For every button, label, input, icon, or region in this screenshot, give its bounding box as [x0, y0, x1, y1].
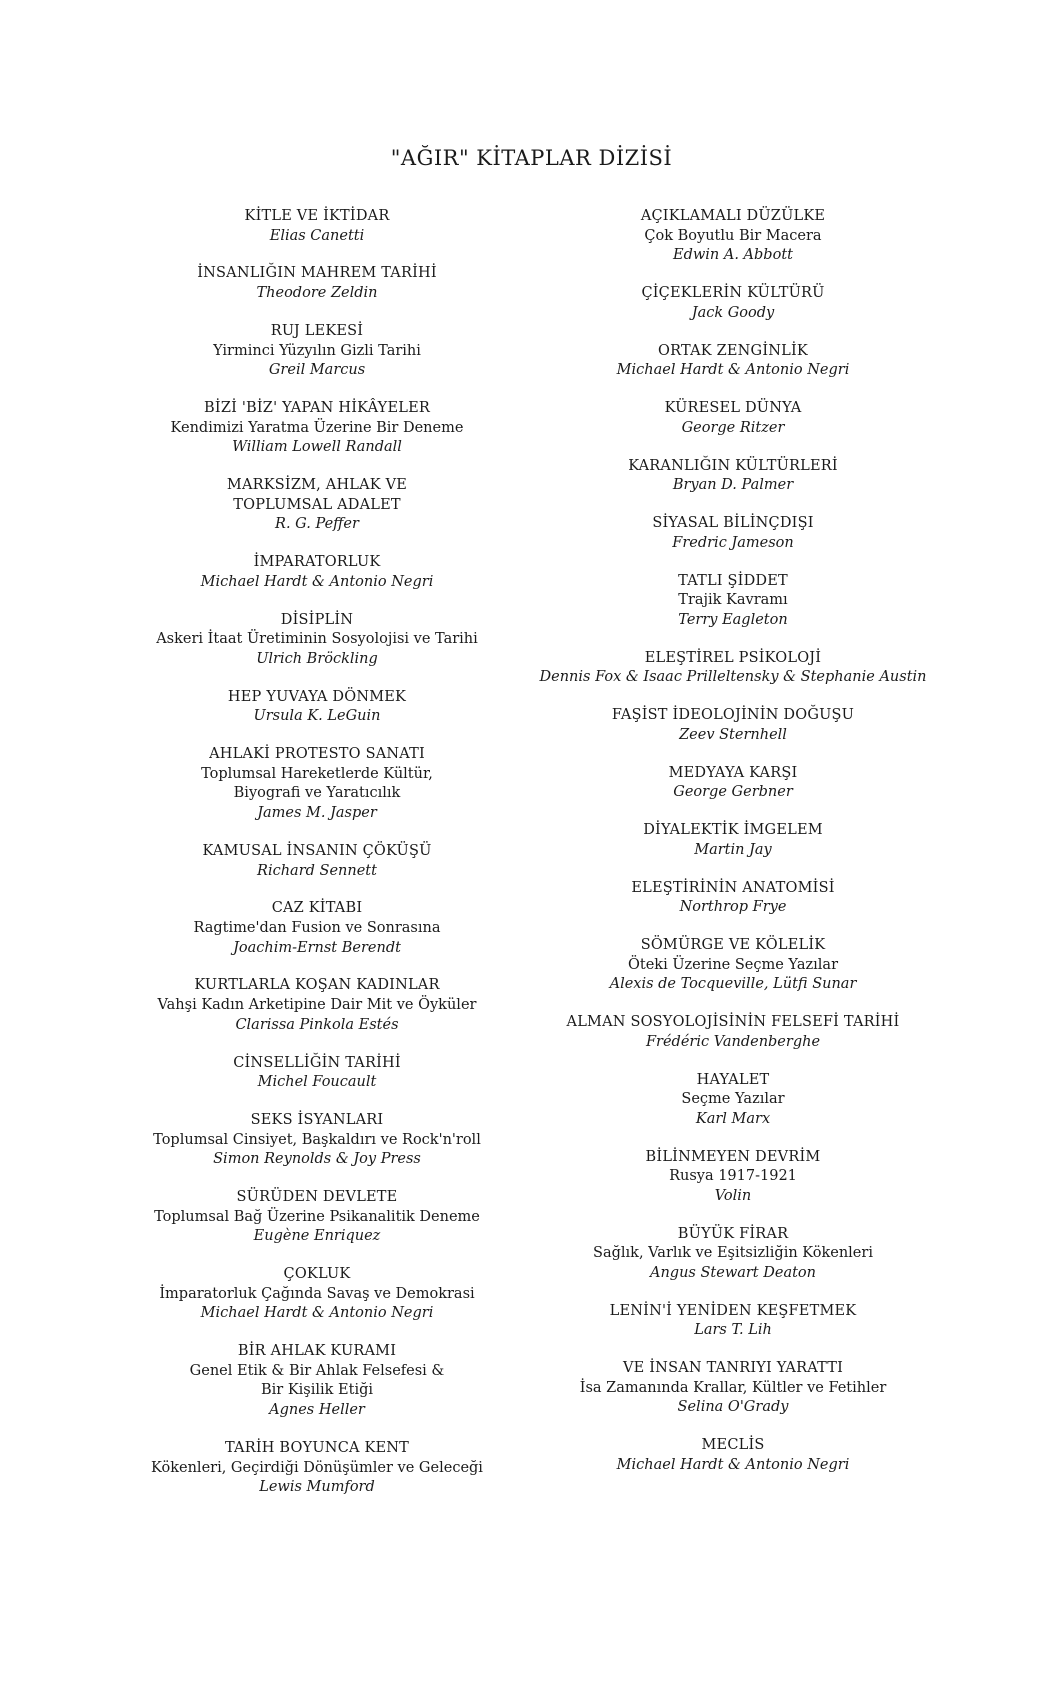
book-author: Greil Marcus [268, 362, 366, 379]
book-author: Fredric Jameson [672, 534, 794, 551]
book-author: Theodore Zeldin [256, 285, 378, 302]
book-author: William Lowell Randall [232, 439, 402, 456]
book-title: ÇOKLUK [283, 1266, 351, 1283]
book-subtitle: Öteki Üzerine Seçme Yazılar [627, 956, 839, 973]
book-title: SÖMÜRGE VE KÖLELİK [640, 937, 826, 953]
book-title: ÇİÇEKLERİN KÜLTÜRÜ [641, 285, 825, 302]
book-entry [493, 342, 973, 381]
book-entry [493, 821, 973, 860]
book-title: ALMAN SOSYOLOJİSİNİN FELSEFİ TARİHİ [566, 1014, 900, 1031]
book-entry [493, 1359, 973, 1418]
book-subtitle: Vahşi Kadın Arketipine Dair Mit ve Öyküler [157, 997, 477, 1014]
book-title: SİYASAL BİLİNÇDIŞI [652, 515, 814, 532]
book-subtitle: Toplumsal Cinsiyet, Başkaldırı ve Rock'n'roll [153, 1131, 481, 1148]
book-author: Alexis de Tocqueville, Lütfi Sunar [609, 976, 857, 993]
book-title: SEKS İSYANLARI [250, 1112, 384, 1129]
book-entry [77, 1054, 557, 1093]
book-entry [77, 1265, 557, 1324]
book-entry [493, 1302, 973, 1341]
book-entry [77, 553, 557, 592]
book-subtitle: Askeri İtaat Üretiminin Sosyolojisi ve Tarihi [156, 631, 478, 648]
book-author: Terry Eagleton [678, 611, 788, 628]
book-author: Selina O'Grady [677, 1399, 789, 1416]
book-subtitle: İmparatorluk Çağında Savaş ve Demokrasi [159, 1285, 475, 1302]
book-author: Ulrich Bröckling [256, 650, 378, 667]
book-title: KÜRESEL DÜNYA [664, 400, 802, 417]
book-entry [493, 1436, 973, 1475]
book-subtitle: Kendimizi Yaratma Üzerine Bir Deneme [170, 419, 464, 436]
book-entry [77, 207, 557, 246]
book-author: Michael Hardt & Antonio Negri [200, 1305, 434, 1322]
book-author: Lars T. Lih [694, 1322, 772, 1339]
book-title: BİLİNMEYEN DEVRİM [645, 1148, 821, 1165]
book-author: Lewis Mumford [259, 1479, 375, 1496]
book-author: Frédéric Vandenberghe [645, 1033, 821, 1050]
book-title: MECLİS [701, 1437, 765, 1454]
book-title: KARANLIĞIN KÜLTÜRLERİ [628, 457, 838, 474]
book-title: KURTLARLA KOŞAN KADINLAR [194, 977, 440, 994]
book-title: DİSİPLİN [280, 611, 354, 628]
book-title: İNSANLIĞIN MAHREM TARİHİ [197, 265, 437, 282]
book-author: Joachim-Ernst Berendt [233, 939, 401, 956]
book-author: Karl Marx [695, 1110, 771, 1127]
book-title: SÜRÜDEN DEVLETE [236, 1189, 398, 1206]
book-entry [493, 1225, 973, 1284]
book-title: ORTAK ZENGİNLİK [658, 342, 808, 359]
book-entry [493, 936, 973, 995]
book-subtitle: Genel Etik & Bir Ahlak Felsefesi & [189, 1362, 445, 1379]
book-entry [493, 399, 973, 438]
book-subtitle: Kökenleri, Geçirdiği Dönüşümler ve Geleceği [151, 1459, 483, 1476]
book-subtitle: Biyografi ve Yaratıcılık [233, 785, 401, 802]
book-entry [77, 1439, 557, 1498]
book-subtitle: Sağlık, Varlık ve Eşitsizliğin Kökenleri [593, 1245, 873, 1262]
book-author: Dennis Fox & Isaac Prilleltensky & Stephanie Austin [539, 669, 927, 686]
book-title: CAZ KİTABI [271, 900, 363, 917]
book-title: LENİN'İ YENİDEN KEŞFETMEK [609, 1302, 857, 1319]
book-author: George Gerbner [673, 784, 793, 801]
page-title: "AĞIR" KİTAPLAR DİZİSİ [390, 146, 673, 170]
book-title: HEP YUVAYA DÖNMEK [227, 688, 407, 705]
book-entry [493, 649, 973, 688]
book-title: BÜYÜK FİRAR [677, 1225, 789, 1242]
book-subtitle: Ragtime'dan Fusion ve Sonrasına [193, 920, 441, 936]
book-title: TARİH BOYUNCA KENT [224, 1439, 410, 1456]
book-entry [493, 1013, 973, 1052]
book-author: Simon Reynolds & Joy Press [213, 1151, 421, 1168]
left-book-column [77, 207, 557, 1516]
book-entry [77, 1188, 557, 1247]
book-subtitle: Rusya 1917-1921 [669, 1168, 797, 1185]
book-title: KAMUSAL İNSANIN ÇÖKÜŞÜ [202, 842, 432, 859]
book-author: Michel Foucault [257, 1074, 377, 1091]
book-title: KİTLE VE İKTİDAR [244, 208, 390, 224]
book-author: Jack Goody [691, 304, 775, 321]
book-author: Michael Hardt & Antonio Negri [616, 362, 850, 379]
book-entry [77, 611, 557, 670]
book-author: Eugène Enriquez [253, 1228, 381, 1245]
book-entry [493, 572, 973, 631]
book-subtitle: Toplumsal Bağ Üzerine Psikanalitik Deneme [154, 1208, 480, 1225]
book-entry [77, 688, 557, 727]
book-title: VE İNSAN TANRIYI YARATTI [622, 1360, 844, 1377]
book-entry [493, 207, 973, 266]
book-entry [493, 514, 973, 553]
book-entry [77, 899, 557, 958]
book-author: Clarissa Pinkola Estés [235, 1016, 399, 1033]
book-entry [77, 745, 557, 823]
book-title: TATLI ŞİDDET [678, 572, 788, 589]
book-entry [77, 1342, 557, 1420]
book-title: CİNSELLİĞİN TARİHİ [233, 1054, 401, 1071]
book-author: Bryan D. Palmer [672, 477, 794, 494]
book-title: AÇIKLAMALI DÜZÜLKE [640, 208, 826, 224]
book-author: Edwin A. Abbott [673, 247, 793, 264]
book-author: Richard Sennett [257, 862, 377, 879]
book-author: Angus Stewart Deaton [650, 1264, 816, 1281]
book-title: ELEŞTİRİNİN ANATOMİSİ [631, 879, 835, 896]
book-author: Michael Hardt & Antonio Negri [616, 1456, 850, 1473]
book-author: Northrop Frye [679, 899, 787, 916]
book-title: ELEŞTİREL PSİKOLOJİ [644, 649, 822, 666]
book-subtitle: Toplumsal Hareketlerde Kültür, [201, 765, 433, 782]
book-entry [77, 399, 557, 458]
book-author: Ursula K. LeGuin [253, 708, 381, 725]
book-title: RUJ LEKESİ [270, 322, 364, 339]
book-entry [493, 1148, 973, 1207]
book-entry [493, 1071, 973, 1130]
book-author: George Ritzer [681, 419, 785, 436]
book-subtitle: Seçme Yazılar [681, 1091, 785, 1108]
book-author: Michael Hardt & Antonio Negri [200, 573, 434, 590]
book-author: Elias Canetti [269, 227, 365, 244]
book-author: R. G. Peffer [275, 516, 359, 533]
book-entry [77, 842, 557, 881]
book-subtitle: Bir Kişilik Etiği [260, 1382, 374, 1399]
book-author: Zeev Sternhell [679, 726, 787, 743]
book-subtitle: İsa Zamanında Krallar, Kültler ve Fetihler [579, 1379, 887, 1396]
book-author: James M. Jasper [257, 805, 377, 822]
book-title: FAŞİST İDEOLOJİNİN DOĞUŞU [611, 707, 855, 724]
book-title: BİZİ 'BİZ' YAPAN HİKÂYELER [204, 400, 430, 417]
book-entry [77, 476, 557, 535]
book-entry [493, 706, 973, 745]
book-author: Volin [714, 1187, 752, 1204]
book-entry [493, 284, 973, 323]
book-subtitle: Trajik Kavramı [678, 592, 788, 609]
book-title: HAYALET [696, 1071, 770, 1088]
book-title: DİYALEKTİK İMGELEM [643, 822, 823, 839]
book-entry [493, 879, 973, 918]
book-title: İMPARATORLUK [253, 554, 381, 571]
book-title: MARKSİZM, AHLAK VE TOPLUMSAL ADALET [226, 477, 408, 513]
book-entry [493, 764, 973, 803]
book-entry [77, 264, 557, 303]
book-entry [77, 976, 557, 1035]
book-author: Martin Jay [694, 841, 772, 858]
book-title: MEDYAYA KARŞI [668, 764, 798, 781]
book-subtitle: Çok Boyutlu Bir Macera [644, 227, 822, 244]
book-entry [77, 322, 557, 381]
book-title: BİR AHLAK KURAMI [237, 1343, 397, 1360]
book-entry [77, 1111, 557, 1170]
book-author: Agnes Heller [269, 1402, 365, 1419]
book-subtitle: Yirminci Yüzyılın Gizli Tarihi [213, 342, 421, 359]
book-entry [493, 457, 973, 496]
right-book-column [493, 207, 973, 1494]
book-title: AHLAKİ PROTESTO SANATI [209, 746, 425, 763]
